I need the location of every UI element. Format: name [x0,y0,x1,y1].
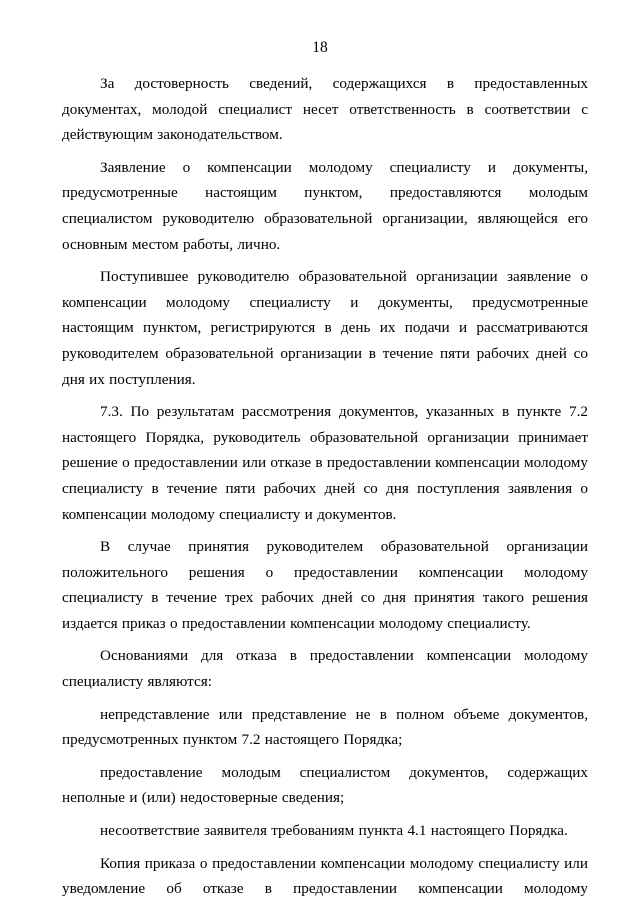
paragraph-reliability-responsibility: За достоверность сведений, содержащихся в предоставленных документах, молодой специалист несет ответственность в соответствии с действующим законодательством. [62,75,588,144]
paragraph-application-submission: Заявление о компенсации молодому специалисту и документы, предусмотренные настоящим пунктом, предоставляются молодым специалистом руководителю образовательной организации, являющейся его основным местом работы, лично. [62,158,588,253]
paragraph-refusal-grounds-intro: Основаниями для отказа в предоставлении компенсации молодому специалисту являются: [62,647,588,691]
list-item-false-information: предоставление молодым специалистом документов, содержащих неполные и (или) недостоверные сведения; [62,763,588,807]
document-body [62,71,588,909]
list-item-incomplete-documents: непредставление или представление не в полном объеме документов, предусмотренных пунктом 7.2 настоящего Порядка; [62,705,588,749]
paragraph-7-3-decision: 7.3. По результатам рассмотрения документов, указанных в пункте 7.2 настоящего Порядка, руководитель образовательной организации принимает решение о предоставлении или отказе в предоставлении компенсации молодому специалисту в течение пяти рабочих дней со дня поступления заявления о компенсации молодому специалисту и документов. [62,403,588,523]
list-item-requirements-mismatch: несоответствие заявителя требованиям пункта 4.1 настоящего Порядка. [100,822,568,840]
paragraph-application-registration: Поступившее руководителю образовательной организации заявление о компенсации молодому специалисту и документы, предусмотренные настоящим пунктом, регистрируются в день их подачи и рассматриваются руководителем образовательной организации в течение пяти рабочих дней со дня их поступления. [62,268,588,388]
page-number: 18 [312,39,328,56]
paragraph-order-copy: Копия приказа о предоставлении компенсации молодому специалисту или уведомление об отказе в предоставлении компенсации молодому [62,854,588,898]
paragraph-positive-decision-order: В случае принятия руководителем образовательной организации положительного решения о предоставлении компенсации молодому специалисту в течение трех рабочих дней со дня принятия такого решения издается приказ о предоставлении компенсации молодому специалисту. [62,538,588,632]
